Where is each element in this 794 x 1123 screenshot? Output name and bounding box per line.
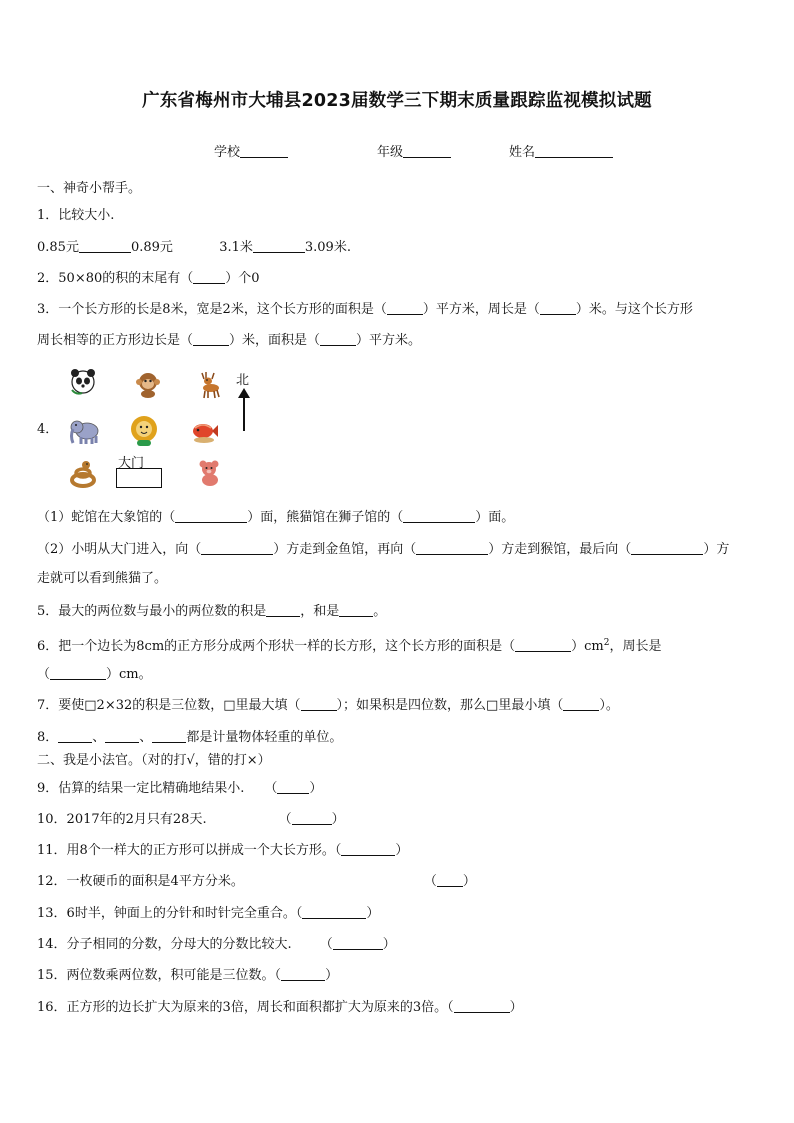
judge-item <box>37 998 523 1017</box>
judge-bracket-open: （ <box>274 968 282 983</box>
q1-blank-b[interactable] <box>253 238 305 253</box>
q5-text-a: 5．最大的两位数与最小的两位数的积是 <box>37 604 267 619</box>
q3-text-e: ）米，面积是（ <box>229 333 321 348</box>
judge-text: 16．正方形的边长扩大为原来的3倍，周长和面积都扩大为原来的3倍。 <box>37 1000 448 1015</box>
judge-bracket-close: ） <box>309 781 323 796</box>
name-field[interactable] <box>509 141 613 160</box>
q8-text-b: 、 <box>92 730 106 745</box>
grade-field[interactable] <box>377 141 451 160</box>
judge-blank[interactable] <box>292 810 332 825</box>
judge-blank[interactable] <box>333 935 383 950</box>
north-label: 北 <box>236 373 250 388</box>
judge-item <box>37 810 345 829</box>
judge-blank[interactable] <box>341 841 395 856</box>
q3-text-d: 周长相等的正方形边长是（ <box>37 333 194 348</box>
question-6-line-2 <box>37 665 152 684</box>
grade-label: 年级 <box>377 145 404 160</box>
judge-item <box>37 872 476 891</box>
q4-sub2-text-a: （2）小明从大门进入，向（ <box>37 542 202 557</box>
q6-blank-1[interactable] <box>515 637 571 652</box>
bear-icon <box>195 458 225 488</box>
q4-sub2-blank-3[interactable] <box>631 540 703 555</box>
q3-text-b: ）平方米，周长是（ <box>422 302 540 317</box>
q8-blank-2[interactable] <box>105 728 139 743</box>
section-2-heading: 二、我是小法官。（对的打√，错的打×） <box>37 753 271 768</box>
q6-text-e: ）cm。 <box>106 667 152 682</box>
q4-sub1-blank-2[interactable] <box>403 508 475 523</box>
judge-bracket-open: （ <box>423 874 437 889</box>
gate-box <box>116 468 162 488</box>
question-4-sub-2-line-2: 走就可以看到熊猫了。 <box>37 571 168 586</box>
school-field[interactable] <box>214 141 288 160</box>
q3-blank-1[interactable] <box>387 300 423 315</box>
elephant-icon <box>68 416 102 446</box>
q3-text-c: ）米。与这个长方形 <box>575 302 693 317</box>
snake-icon <box>68 458 98 488</box>
judge-text: 13．6时半，钟面上的分针和时针完全重合。 <box>37 906 296 921</box>
q2-blank[interactable] <box>193 269 225 284</box>
judge-text: 11．用8个一样大的正方形可以拼成一个大长方形。 <box>37 843 335 858</box>
judge-bracket-close: ） <box>382 937 396 952</box>
question-1-label: 1．比较大小. <box>37 208 115 223</box>
school-label: 学校 <box>214 145 241 160</box>
judge-blank[interactable] <box>281 966 325 981</box>
judge-bracket-close: ） <box>366 906 380 921</box>
question-2 <box>37 269 260 288</box>
q7-blank-1[interactable] <box>301 696 337 711</box>
goldfish-icon <box>189 416 219 446</box>
q8-blank-3[interactable] <box>152 728 186 743</box>
judge-item <box>37 841 408 860</box>
q3-blank-4[interactable] <box>320 331 356 346</box>
q4-sub1-blank-1[interactable] <box>175 508 247 523</box>
question-4-sub-1 <box>37 508 514 527</box>
judge-blank[interactable] <box>277 779 309 794</box>
q6-text-d: （ <box>37 667 51 682</box>
gate-label: 大门 <box>118 456 145 471</box>
judge-item <box>37 904 379 923</box>
question-3-line-1 <box>37 300 693 319</box>
question-1-row <box>37 238 351 257</box>
panda-icon <box>68 366 98 396</box>
judge-item <box>37 935 396 954</box>
judge-text: 9．估算的结果一定比精确地结果小. <box>37 781 245 796</box>
name-label: 姓名 <box>509 145 536 160</box>
deer-icon <box>194 369 224 399</box>
section-1-heading: 一、神奇小帮手。 <box>37 181 142 196</box>
judge-blank[interactable] <box>437 872 463 887</box>
judge-bracket-open: （ <box>334 843 342 858</box>
judge-item <box>37 966 338 985</box>
judge-bracket-open: （ <box>319 937 333 952</box>
question-7 <box>37 696 619 715</box>
q3-text-a: 3．一个长方形的长是8米，宽是2米，这个长方形的面积是（ <box>37 302 387 317</box>
question-3-line-2 <box>37 331 421 350</box>
judge-text: 12．一枚硬币的面积是4平方分米。 <box>37 874 244 889</box>
q7-text-c: ）。 <box>599 698 619 713</box>
q2-text-a: 2．50×80的积的末尾有（ <box>37 271 194 286</box>
judge-blank[interactable] <box>302 904 366 919</box>
school-blank[interactable] <box>240 143 288 158</box>
question-5 <box>37 602 386 621</box>
q4-sub2-text-b: ）方走到金鱼馆，再向（ <box>273 542 417 557</box>
q6-superscript: 2 <box>603 638 610 648</box>
q4-sub1-text-a: （1）蛇馆在大象馆的（ <box>37 510 176 525</box>
q7-text-b: ）；如果积是四位数，那么□里最小填（ <box>336 698 564 713</box>
q8-text-d: 都是计量物体轻重的单位。 <box>186 730 343 745</box>
q1-value-a-left: 0.85元 <box>37 240 79 255</box>
judge-bracket-close: ） <box>509 1000 523 1015</box>
monkey-icon <box>133 369 163 399</box>
judge-bracket-close: ） <box>462 874 476 889</box>
q8-text-a: 8． <box>37 730 59 745</box>
judge-bracket-close: ） <box>331 812 345 827</box>
q1-blank-a[interactable] <box>79 238 131 253</box>
q7-text-a: 7．要使□2×32的积是三位数，□里最大填（ <box>37 698 301 713</box>
q2-text-b: ）个0 <box>225 271 260 286</box>
judge-item <box>37 779 322 798</box>
question-4-label: 4． <box>37 422 59 437</box>
q4-sub1-text-c: ）面。 <box>475 510 515 525</box>
q6-text-c: ，周长是 <box>609 639 662 654</box>
q4-sub1-text-b: ）面，熊猫馆在狮子馆的（ <box>247 510 404 525</box>
judge-bracket-open: （ <box>264 781 278 796</box>
q4-sub2-blank-1[interactable] <box>201 540 273 555</box>
question-6-line-1 <box>37 634 662 656</box>
q1-value-a-right: 0.89元 <box>130 240 173 255</box>
q5-blank-2[interactable] <box>339 602 373 617</box>
q4-sub2-text-d: ）方 <box>703 542 730 557</box>
lion-icon <box>128 414 160 448</box>
judge-bracket-open: （ <box>295 906 303 921</box>
q3-text-f: ）平方米。 <box>356 333 422 348</box>
judge-text: 10．2017年的2月只有28天. <box>37 812 207 827</box>
q7-blank-2[interactable] <box>563 696 599 711</box>
q3-blank-3[interactable] <box>193 331 229 346</box>
grade-blank[interactable] <box>403 143 451 158</box>
judge-text: 14．分子相同的分数，分母大的分数比较大. <box>37 937 292 952</box>
q4-sub2-text-c: ）方走到猴馆，最后向（ <box>488 542 632 557</box>
q6-blank-2[interactable] <box>50 665 106 680</box>
q5-blank-1[interactable] <box>266 602 300 617</box>
q5-text-c: 。 <box>373 604 387 619</box>
question-4-sub-2 <box>37 540 729 559</box>
q6-text-b: ）cm <box>571 639 604 654</box>
north-arrow-icon <box>243 396 245 431</box>
q3-blank-2[interactable] <box>540 300 576 315</box>
q8-blank-1[interactable] <box>58 728 92 743</box>
question-8 <box>37 728 342 747</box>
judge-blank[interactable] <box>454 998 510 1013</box>
q1-value-b-left: 3.1米 <box>219 240 253 255</box>
page-title: 广东省梅州市大埔县2023届数学三下期末质量跟踪监视模拟试题 <box>142 91 652 111</box>
q5-text-b: ，和是 <box>300 604 340 619</box>
name-blank[interactable] <box>535 143 613 158</box>
q6-text-a: 6．把一个边长为8cm的正方形分成两个形状一样的长方形，这个长方形的面积是（ <box>37 639 516 654</box>
judge-bracket-open: （ <box>447 1000 454 1015</box>
q4-sub2-blank-2[interactable] <box>416 540 488 555</box>
judge-text: 15．两位数乘两位数，积可能是三位数。 <box>37 968 275 983</box>
q1-value-b-right: 3.09米. <box>304 240 351 255</box>
judge-bracket-open: （ <box>278 812 292 827</box>
q8-text-c: 、 <box>139 730 153 745</box>
judge-bracket-close: ） <box>325 968 339 983</box>
judge-bracket-close: ） <box>395 843 409 858</box>
